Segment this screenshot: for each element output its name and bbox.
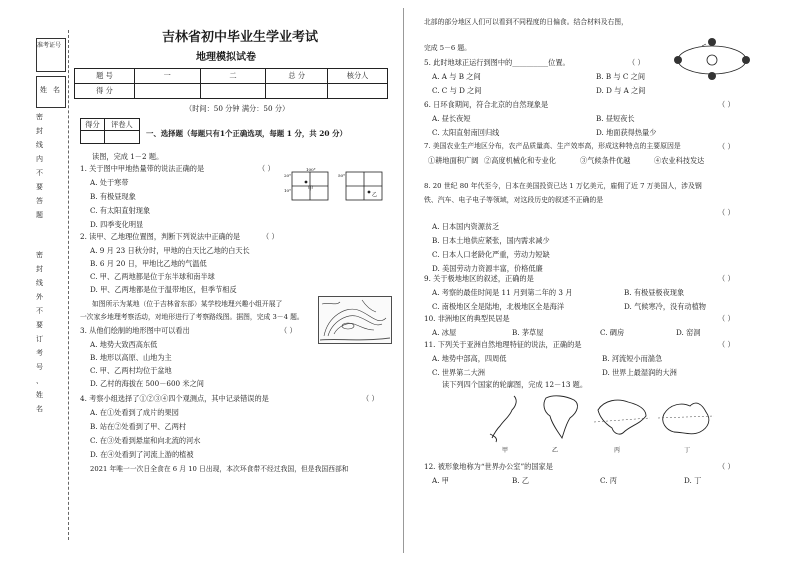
q2-answer-paren[interactable]: （ ） (262, 232, 279, 241)
score-input-cell[interactable] (134, 84, 200, 99)
score-header-cell: 总 分 (266, 69, 328, 84)
q4-answer-paren[interactable]: （ ） (362, 394, 379, 403)
q6-option-c[interactable]: C. 太阳直射南回归线 (432, 128, 500, 137)
q6-answer-paren[interactable]: （ ） (718, 100, 735, 109)
q11-stem: 11. 下列关于亚洲自然地理特征的说法，正确的是 (424, 340, 582, 349)
q9-option-b[interactable]: B. 有极昼极夜现象 (624, 288, 685, 297)
q10-option-a[interactable]: A. 冰屋 (432, 328, 457, 337)
q4-option-c[interactable]: C. 在③处看到悬崖和向北流的河水 (90, 436, 201, 445)
seal-char: 要 (36, 183, 43, 191)
section-heading: 一、选择题（每题只有1个正确选项，每题 1 分，共 20 分） (146, 129, 347, 138)
q12-answer-paren[interactable]: （ ） (718, 462, 735, 471)
score-row-label: 得 分 (75, 84, 135, 99)
q8-option-d[interactable]: D. 美国劳动力资源丰富，价格低廉 (432, 264, 543, 273)
q11-option-d[interactable]: D. 世界上最湿润的大洲 (602, 368, 677, 377)
seal-char: 封 (36, 265, 43, 273)
q3-answer-paren[interactable]: （ ） (280, 326, 297, 335)
seal-char: 内 (36, 155, 43, 163)
score-input-cell[interactable] (328, 84, 388, 99)
q8-option-a[interactable]: A. 日本国内资源贫乏 (432, 222, 500, 231)
map-label: 乙 (372, 192, 378, 198)
q10-answer-paren[interactable]: （ ） (718, 314, 735, 323)
q11-answer-paren[interactable]: （ ） (718, 340, 735, 349)
q1-stem: 1. 关于图中甲地热量带的说法正确的是 (80, 164, 205, 173)
seal-char: 封 (36, 127, 43, 135)
section-intro: 读图，完成 1－2 题。 (92, 152, 164, 161)
passage-3-4-line2: 一次家乡地理考察活动，对地形进行了考察路线图。据图，完成 3－4 题。 (80, 313, 304, 321)
q9-option-c[interactable]: C. 南极地区全是陆地，北极地区全是海洋 (432, 302, 565, 311)
earth-orbit-figure (672, 34, 752, 86)
seal-char: 要 (36, 321, 43, 329)
seal-char: 题 (36, 211, 43, 219)
seal-char: 名 (36, 405, 43, 413)
country-outline-jia (484, 394, 528, 444)
point-jia (305, 181, 308, 184)
grader-input[interactable] (81, 131, 105, 144)
q9-answer-paren[interactable]: （ ） (718, 274, 735, 283)
seal-dashed-line (68, 30, 69, 540)
q12-stem: 12. 被形象地称为“世界办公室”的国家是 (424, 462, 553, 471)
seal-char: 、 (36, 377, 43, 385)
q1-answer-paren[interactable]: （ ） (258, 164, 275, 173)
seal-char: 不 (36, 169, 43, 177)
name-label: 姓名 (40, 86, 66, 94)
q5-stem: 5. 此时地球正运行到图中的__________位置。 (424, 58, 570, 67)
q1-option-a[interactable]: A. 处于寒带 (90, 178, 129, 187)
q3-stem: 3. 从他们绘制的地形图中可以看出 (80, 326, 190, 335)
q8-option-b[interactable]: B. 日本土地供应紧张，国内需求减少 (432, 236, 550, 245)
grader-input[interactable] (104, 131, 139, 144)
grader-cell: 评卷人 (104, 119, 139, 131)
q9-option-d[interactable]: D. 气候寒冷，没有动植物 (624, 302, 706, 311)
q6-option-d[interactable]: D. 地面获得热量少 (596, 128, 657, 137)
country-outline-bing (594, 396, 650, 438)
seal-char: 密 (36, 113, 43, 121)
q12-option-d[interactable]: D. 丁 (684, 476, 702, 485)
q10-option-d[interactable]: D. 窑洞 (676, 328, 701, 337)
seal-char: 线 (36, 279, 43, 287)
score-input-cell[interactable] (200, 84, 266, 99)
earth-position-d (674, 56, 682, 64)
country-label-bing: 丙 (614, 447, 621, 454)
q4-stem: 4. 考察小组选择了①②③④四个观测点，其中记录错误的是 (80, 394, 269, 403)
country-label-yi: 乙 (552, 447, 559, 454)
q6-option-b[interactable]: B. 昼短夜长 (596, 114, 635, 123)
q4-option-d[interactable]: D. 在④处看到了河流上游的植被 (90, 450, 194, 459)
q6-option-a[interactable]: A. 昼长夜短 (432, 114, 471, 123)
seal-char: 线 (36, 141, 43, 149)
sun-icon (707, 55, 717, 65)
q1-option-c[interactable]: C. 有太阳直射现象 (90, 206, 151, 215)
q7-stem: 7. 美国农业生产地区分布，农产品质量高、生产效率高，形成这种特点的主要原因是 (424, 142, 681, 150)
passage-3-4-line1: 如图所示为某地（位于吉林省东部）某学校地理兴趣小组开展了 (92, 300, 283, 308)
country-label-jia: 甲 (502, 447, 509, 454)
map-label: 50° (338, 173, 346, 178)
passage-5-6-line3: 完成 5－6 题。 (424, 44, 471, 52)
seal-char: 答 (36, 197, 43, 205)
score-table (74, 68, 388, 99)
exam-id-label: 准考证号 (37, 42, 62, 49)
q8-answer-paren[interactable]: （ ） (718, 208, 735, 217)
q7-answer-paren[interactable]: （ ） (718, 142, 735, 151)
seal-char: 不 (36, 307, 43, 315)
q5-option-c[interactable]: C. C 与 D 之间 (432, 86, 482, 95)
q9-stem: 9. 关于极地地区的叙述，正确的是 (424, 274, 534, 283)
q2-option-b[interactable]: B. 6 月 20 日，甲地比乙地的气温低 (90, 259, 207, 268)
q8-stem-line2: 铁、汽车、电子电子等领域，对这段历史的叙述不正确的是 (424, 196, 604, 204)
q3-option-c[interactable]: C. 甲、乙两村均位于盆地 (90, 366, 172, 375)
q5-option-d[interactable]: D. D 与 A 之间 (596, 86, 646, 95)
q4-option-b[interactable]: B. 站在②处看到了甲、乙两村 (90, 422, 187, 431)
q11-option-b[interactable]: B. 河流短小而湍急 (602, 354, 663, 363)
seal-char: 外 (36, 293, 43, 301)
score-header-cell: 题 号 (75, 69, 135, 84)
seal-char: 订 (36, 335, 43, 343)
seal-char: 考 (36, 349, 43, 357)
country-outline-yi (540, 392, 586, 442)
score-input-cell[interactable] (266, 84, 328, 99)
latitude-map-figure (284, 168, 388, 206)
q8-option-c[interactable]: C. 日本人口老龄化严重，劳动力短缺 (432, 250, 550, 259)
q12-option-c[interactable]: C. 丙 (600, 476, 617, 485)
q7-item-1[interactable]: ①耕地面积广阔 (428, 156, 479, 165)
score-header-cell: 核分人 (328, 69, 388, 84)
seal-char: 号 (36, 363, 43, 371)
q4-option-a[interactable]: A. 在①处看到了成片的果园 (90, 408, 179, 417)
q7-item-2[interactable]: ②高度机械化和专业化 (484, 156, 556, 165)
map-label: 20° (284, 173, 292, 178)
exam-subtitle: 地理模拟试卷 (196, 52, 256, 63)
q8-stem-line1: 8. 20 世纪 80 年代至今，日本在美国投资已达 1 万亿美元，雇佣了近 7 万美国人，涉及钢 (424, 182, 702, 190)
earth-position-a (708, 38, 716, 46)
q10-option-c[interactable]: C. 碉房 (600, 328, 625, 337)
q3-option-a[interactable]: A. 地势大致西高东低 (90, 340, 158, 349)
time-note: （时间：50 分钟 满分：50 分） (185, 104, 290, 113)
q10-stem: 10. 非洲地区的典型民居是 (424, 314, 510, 323)
q7-item-3[interactable]: ③气候条件优越 (580, 156, 631, 165)
q5-option-b[interactable]: B. B 与 C 之间 (596, 72, 646, 81)
q2-option-d[interactable]: D. 甲、乙两地都是位于温带地区，但季节相反 (90, 285, 237, 294)
q1-option-d[interactable]: D. 四季变化明显 (90, 220, 144, 229)
q3-option-d[interactable]: D. 乙村的海拔在 500－600 米之间 (90, 379, 204, 388)
grader-cell: 得分 (81, 119, 105, 131)
q12-option-b[interactable]: B. 乙 (512, 476, 530, 485)
seal-char: 密 (36, 251, 43, 259)
q1-option-b[interactable]: B. 有极昼现象 (90, 192, 136, 201)
q11-option-c[interactable]: C. 世界第二大洲 (432, 368, 485, 377)
page-divider (403, 8, 404, 553)
q2-stem: 2. 读甲、乙地理位置图，判断下列说法中正确的是 (80, 232, 241, 241)
passage-5-6-line1: 2021 年唯一一次日全食在 6 月 10 日出现，本次环食带不经过我国，但是我国西部和 (90, 465, 349, 473)
grader-table (80, 118, 140, 144)
score-header-cell: 一 (134, 69, 200, 84)
earth-position-c (708, 72, 716, 80)
q6-stem: 6. 日环食期间，符合北京的自然现象是 (424, 100, 549, 109)
q9-option-a[interactable]: A. 考察的最佳时间是 11 月到第二年的 3 月 (432, 288, 573, 297)
q5-option-a[interactable]: A. A 与 B 之间 (432, 72, 481, 81)
q7-item-4[interactable]: ④农业科技发达 (654, 156, 705, 165)
q10-option-b[interactable]: B. 茅草屋 (512, 328, 544, 337)
map-label: 甲 (308, 186, 314, 192)
seal-char: 姓 (36, 391, 43, 399)
map-label: 10° (284, 188, 292, 193)
map-label: 100° (306, 167, 316, 172)
q5-answer-paren[interactable]: （ ） (628, 58, 645, 67)
score-header-cell: 二 (200, 69, 266, 84)
passage-5-6-line2: 北部的部分地区人们可以看到不同程度的日偏食。结合材料及右图， (424, 18, 628, 26)
earth-position-b (742, 56, 750, 64)
country-label-ding: 丁 (684, 447, 691, 454)
topographic-map-figure (318, 296, 392, 344)
country-outline-ding (658, 398, 714, 438)
q2-option-a[interactable]: A. 9 月 23 日秋分时，甲地的白天比乙地的白天长 (90, 246, 250, 255)
q3-option-b[interactable]: B. 地形以高原、山地为主 (90, 353, 172, 362)
point-yi (368, 191, 371, 194)
q11-option-a[interactable]: A. 地势中部高，四周低 (432, 354, 507, 363)
q12-option-a[interactable]: A. 甲 (432, 476, 449, 485)
exam-title: 吉林省初中毕业生学业考试 (162, 30, 319, 45)
passage-12-13: 读下列四个国家的轮廓图，完成 12－13 题。 (442, 380, 588, 389)
q2-option-c[interactable]: C. 甲、乙两地都是位于东半球和南半球 (90, 272, 215, 281)
